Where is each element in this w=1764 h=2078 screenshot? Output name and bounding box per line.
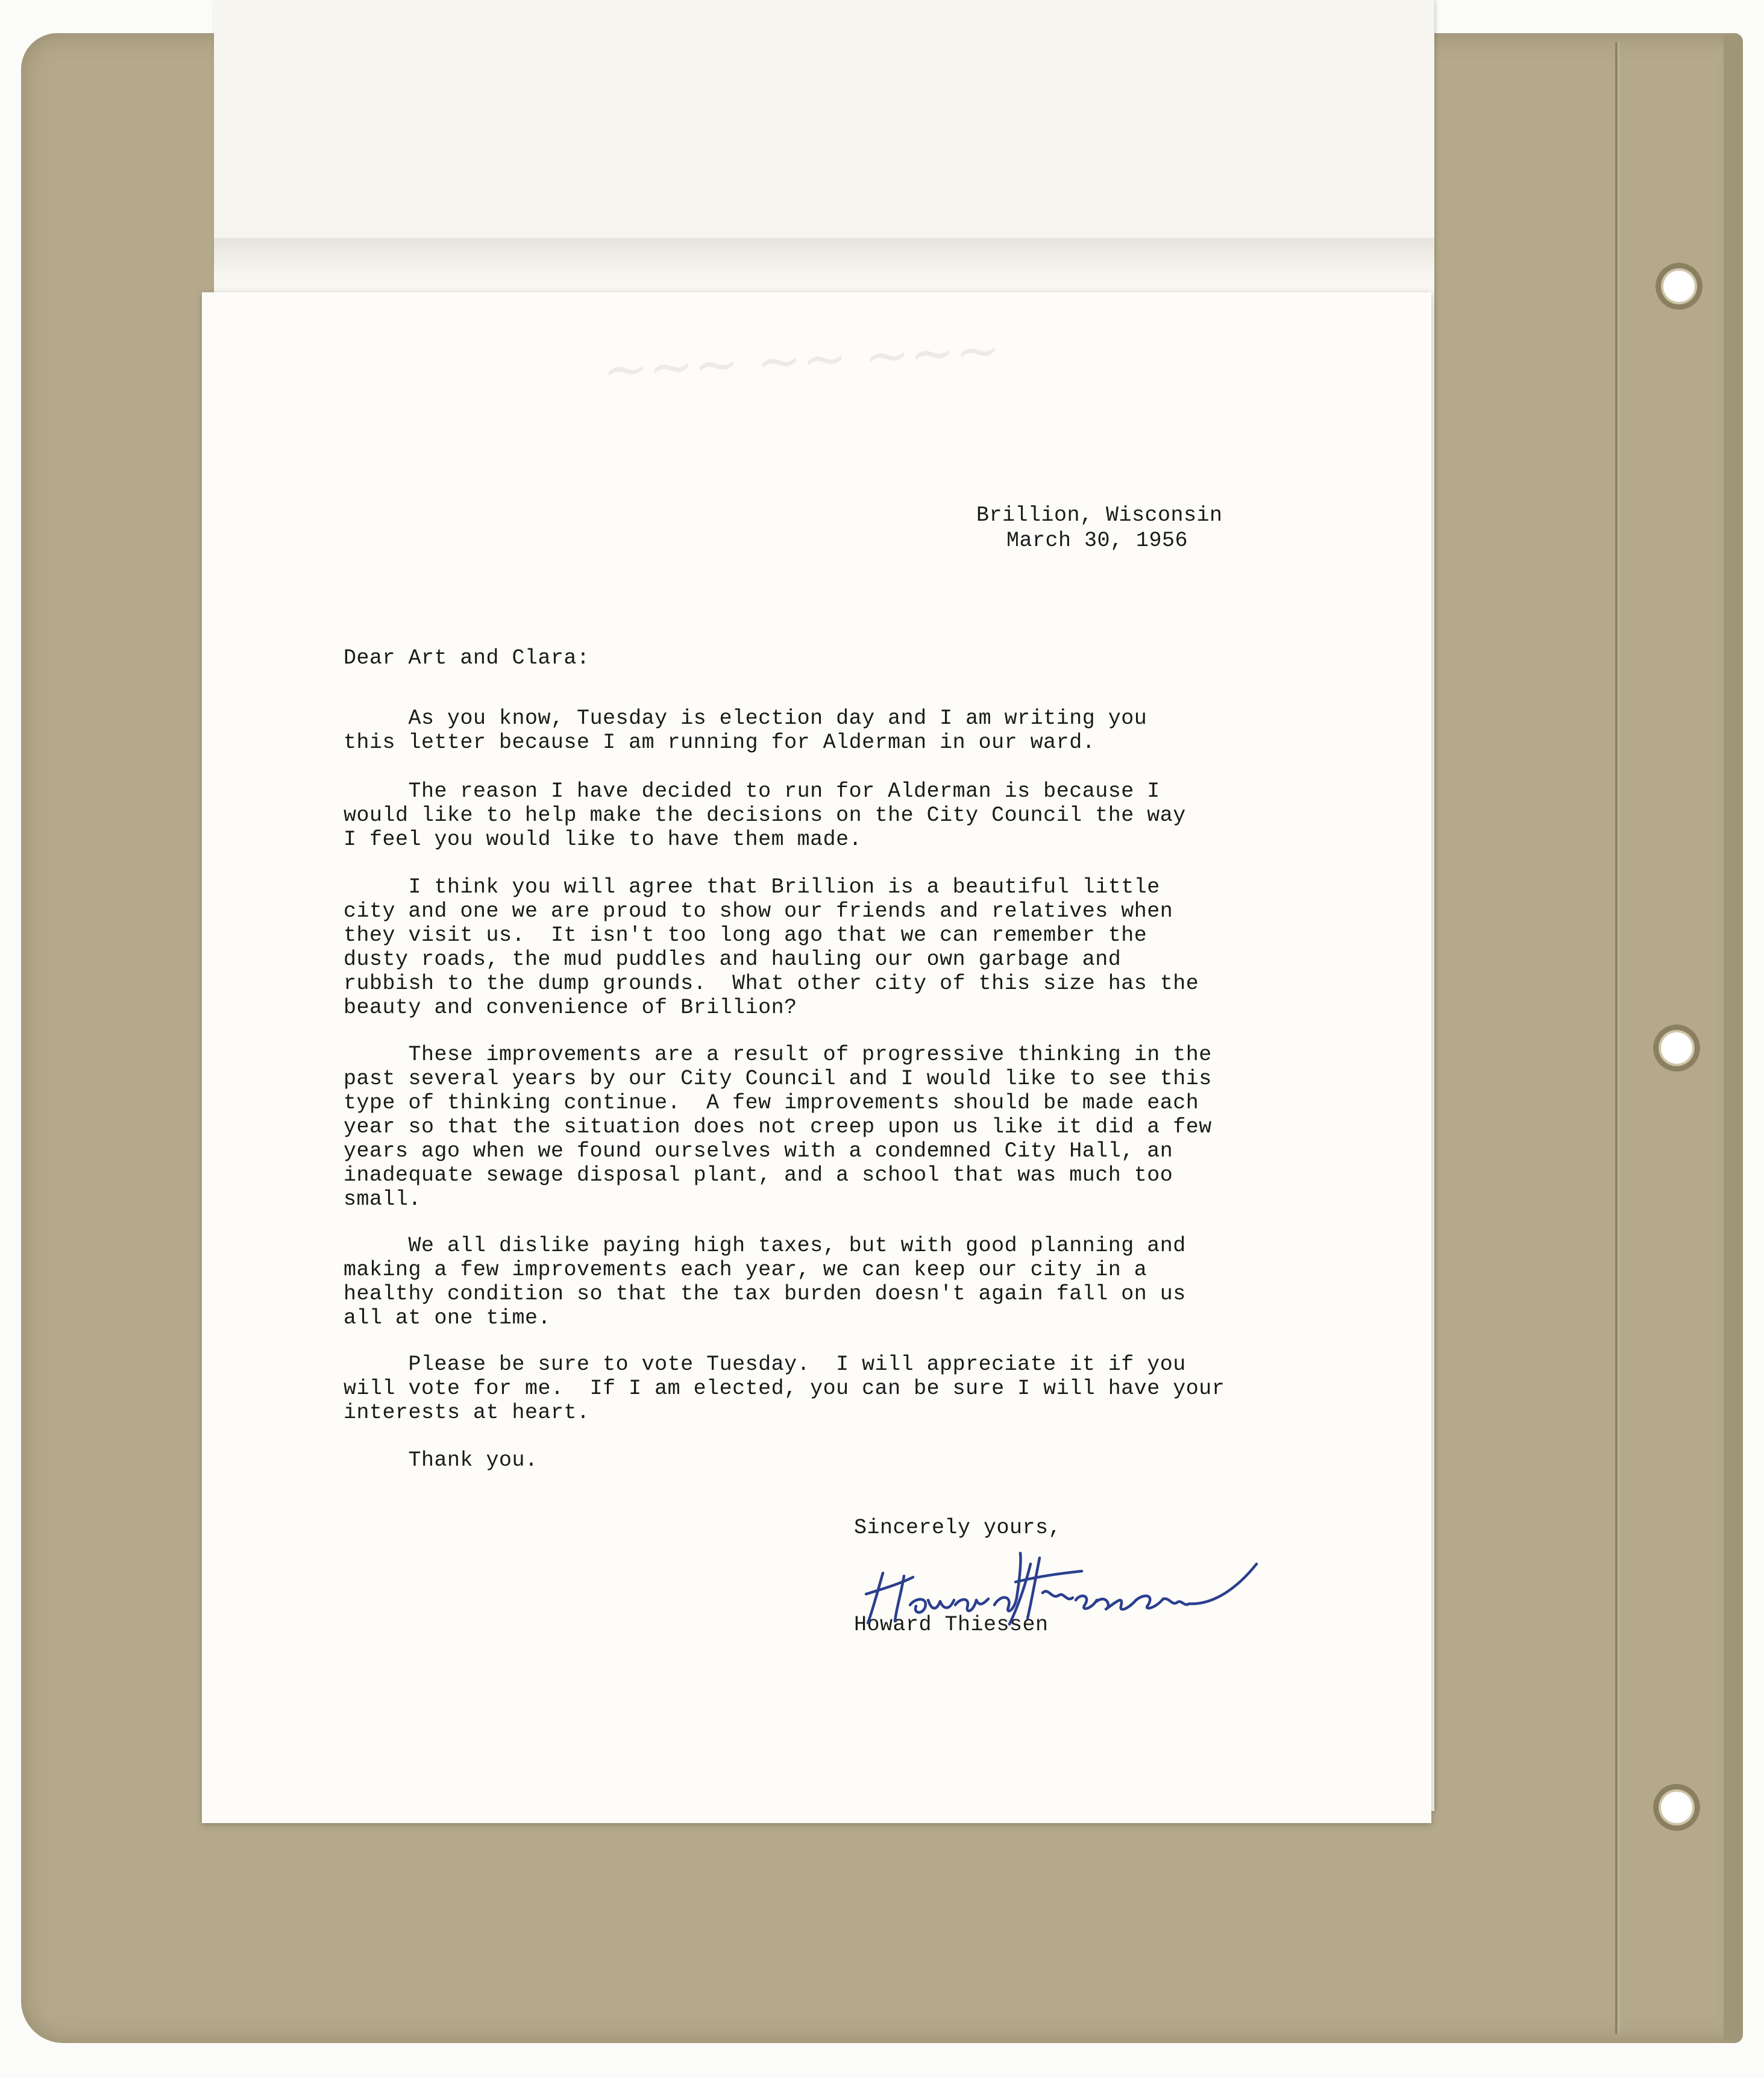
body-line: years ago when we found ourselves with a condemned City Hall, an [344, 1139, 1173, 1163]
body-line: type of thinking continue. A few improvements should be made each [344, 1091, 1199, 1115]
body-line: this letter because I am running for Alderman in our ward. [344, 730, 1096, 755]
letter-place: Brillion, Wisconsin [976, 503, 1223, 527]
body-line: will vote for me. If I am elected, you can be sure I will have your [344, 1376, 1225, 1401]
binder-hole-top [1656, 263, 1703, 310]
typed-signer-name: Howard Thiessen [854, 1613, 1049, 1637]
body-line: small. [344, 1187, 422, 1211]
body-line: would like to help make the decisions on the City Council the way [344, 803, 1186, 827]
body-line: dusty roads, the mud puddles and hauling our own garbage and [344, 947, 1122, 972]
letter-date: March 30, 1956 [1006, 529, 1188, 553]
handwritten-signature [859, 1540, 1269, 1630]
body-line: inadequate sewage disposal plant, and a school that was much too [344, 1163, 1173, 1187]
binder-hole-middle [1653, 1025, 1700, 1072]
body-line: Please be sure to vote Tuesday. I will appreciate it if you [344, 1352, 1186, 1376]
binder-hole-bottom [1653, 1784, 1700, 1831]
body-line: rubbish to the dump grounds. What other city of this size has the [344, 972, 1199, 996]
body-line: healthy condition so that the tax burden doesn't again fall on us [344, 1282, 1186, 1306]
signature-icon [859, 1540, 1269, 1630]
body-line: I feel you would like to have them made. [344, 827, 862, 852]
sheet-fold-crease [214, 238, 1434, 292]
board-fold-line [1615, 42, 1618, 2034]
body-line: past several years by our City Council and I would like to see this [344, 1067, 1212, 1091]
body-line: As you know, Tuesday is election day and I am writing you [344, 706, 1147, 730]
body-line: city and one we are proud to show our friends and relatives when [344, 899, 1173, 923]
board-binding-strip [1724, 36, 1743, 2040]
salutation: Dear Art and Clara: [344, 646, 590, 670]
body-line: The reason I have decided to run for Alderman is because I [344, 779, 1160, 803]
closing: Sincerely yours, [854, 1516, 1062, 1540]
body-line: making a few improvements each year, we can keep our city in a [344, 1258, 1147, 1282]
body-line: I think you will agree that Brillion is a beautiful little [344, 875, 1160, 899]
body-line: These improvements are a result of progressive thinking in the [344, 1043, 1212, 1067]
body-line: Thank you. [344, 1448, 538, 1472]
body-line: beauty and convenience of Brillion? [344, 996, 797, 1020]
body-line: year so that the situation does not creep upon us like it did a few [344, 1115, 1212, 1139]
body-line: We all dislike paying high taxes, but with good planning and [344, 1234, 1186, 1258]
body-line: interests at heart. [344, 1401, 590, 1425]
body-line: they visit us. It isn't too long ago that we can remember the [344, 923, 1147, 947]
bleed-through-marks: ~~~ ~~ ~~~ [601, 318, 1002, 403]
body-line: all at one time. [344, 1306, 551, 1330]
